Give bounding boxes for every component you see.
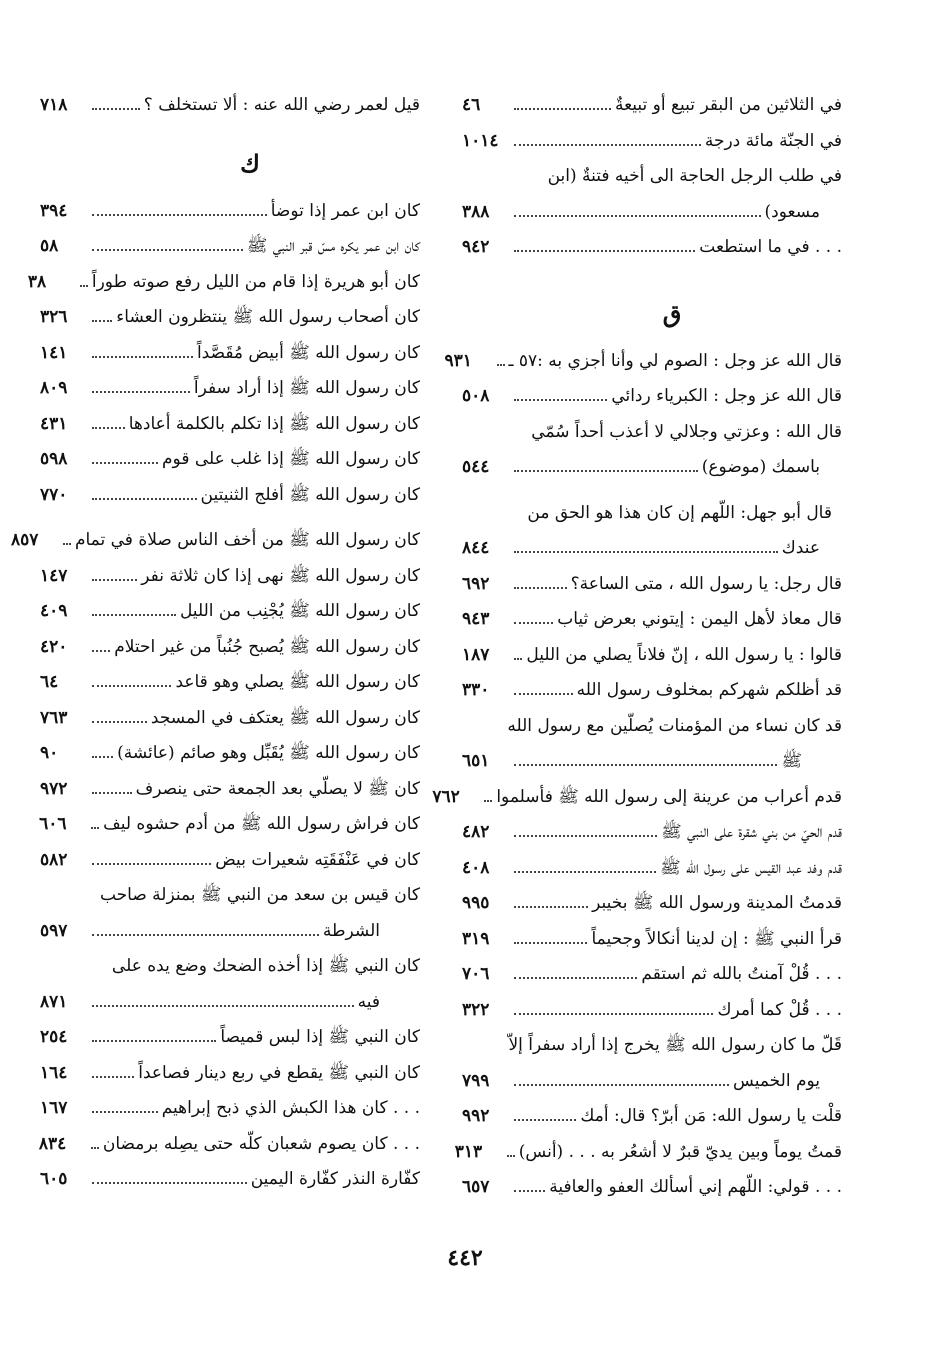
entry-page: ٣٢٦ — [40, 307, 68, 327]
entry-text: . . . قُلْ كما أمرك — [717, 999, 842, 1020]
index-entry — [40, 194, 420, 230]
entry-text: كان أبو هريرة إذا قام من الليل رفع صوته طوراً — [91, 271, 420, 292]
entry-page: ٩٤٣ — [462, 609, 490, 629]
index-entry — [27, 265, 420, 301]
index-entry — [40, 229, 420, 265]
entry-text: قال رجل: يا رسول الله ، متى الساعة؟ — [570, 573, 842, 594]
dot-leader — [92, 249, 243, 251]
dot-leader — [514, 399, 607, 401]
entry-text: . . . قُلْ آمنتُ بالله ثم استقم — [641, 964, 842, 984]
entry-text: كان رسول الله ﷺ إذا غلب على قوم — [162, 449, 420, 469]
index-entry — [40, 701, 420, 737]
dot-leader — [514, 108, 611, 110]
index-entry-continued: قد كان نساء من المؤمنات يُصلّين مع رسول الله — [507, 715, 842, 736]
index-entry — [40, 300, 420, 336]
dot-leader — [63, 543, 71, 545]
index-entry-continued: قال الله : وعزتي وجلالي لا أعذب أحداً سُمّي — [531, 421, 842, 442]
dot-leader — [497, 364, 505, 366]
entry-text: كان فراش رسول الله ﷺ من أدم حشوه ليف — [103, 814, 420, 834]
entry-text: . . . قولي: اللّهم إني أسألك العفو والعافية — [549, 1177, 842, 1197]
entry-text: قيل لعمر رضي الله عنه : ألا تستخلف ؟ — [143, 95, 420, 115]
entry-text: كان ابن عمر إذا توضأ — [270, 200, 420, 221]
entry-page: ٦٠٦ — [39, 814, 67, 834]
index-entry — [462, 673, 842, 709]
entry-text: الشرطة — [322, 920, 380, 941]
dot-leader — [92, 792, 132, 794]
entry-text: يوم الخميس — [733, 1070, 820, 1091]
entry-text: كان النبي ﷺ إذا لبس قميصاً — [220, 1027, 420, 1047]
entry-text: . . . كان يصوم شعبان كلّه حتى يصِله برمضان — [102, 1133, 420, 1154]
entry-page: ٦٥٧ — [462, 1177, 490, 1197]
entry-text: كان رسول الله ﷺ يُصبح جُنُباً من غير احتلام — [114, 636, 420, 657]
entry-page: ٣٨ — [27, 271, 47, 292]
dot-leader — [514, 693, 573, 695]
entry-page: ٣٣٠ — [462, 680, 490, 700]
dot-leader — [514, 906, 588, 908]
index-entry — [462, 379, 842, 415]
dot-leader — [514, 942, 587, 944]
index-entry — [40, 1056, 420, 1092]
entry-text: في الثلاثين من البقر تبيع أو تبيعةٌ — [614, 95, 842, 115]
entry-text: كان ابن عمر يكره مسّ قبر النبي ﷺ — [246, 236, 420, 256]
dot-leader — [92, 579, 137, 581]
entry-page: ٤٢٠ — [40, 636, 68, 657]
entry-page: ٤٦ — [462, 95, 481, 115]
index-entry-continued: كان قيس بن سعد من النبي ﷺ بمنزلة صاحب — [99, 885, 420, 905]
entry-text: . . . في ما استطعت — [699, 237, 842, 257]
index-entry — [40, 914, 420, 950]
entry-text: كان رسول الله ﷺ يُقَبِّل وهو صائم (عائشة) — [117, 743, 420, 763]
entry-text: كان رسول الله ﷺ يصلي وهو قاعد — [175, 672, 420, 692]
entry-page: ٦٤ — [40, 672, 59, 692]
dot-leader — [92, 1111, 158, 1113]
index-entry — [462, 602, 842, 638]
entry-text: عندك — [781, 538, 820, 558]
entry-page: ٥٠٨ — [462, 386, 490, 406]
index-entry — [40, 1162, 420, 1198]
dot-leader — [92, 685, 171, 687]
index-entry — [40, 336, 420, 372]
entry-page: ٩٩٢ — [462, 1106, 490, 1126]
index-entry — [462, 531, 842, 567]
entry-text: قدم الحيّ من بني شقرة على النبي ﷺ — [661, 822, 842, 842]
index-entry — [462, 957, 842, 993]
dot-leader — [92, 650, 110, 652]
entry-text: قدم وفد عبد القيس على رسول الله ﷺ — [660, 857, 842, 878]
index-entry — [40, 1127, 420, 1163]
page-number: ٤٤٢ — [447, 1245, 483, 1271]
index-entry — [40, 807, 420, 843]
entry-text: كفّارة النذر كفّارة اليمين — [250, 1169, 420, 1189]
dot-leader — [91, 1147, 99, 1149]
entry-page: ٧٠٦ — [462, 964, 490, 984]
index-entry — [462, 230, 842, 266]
index-entry-continued: في طلب الرجل الحاجة الى أخيه فتنةٌ (ابن — [547, 166, 842, 186]
index-entry — [40, 407, 420, 443]
entry-page: ٣١٩ — [462, 928, 490, 949]
dot-leader — [514, 835, 657, 837]
entry-page: ٧٦٣ — [40, 707, 68, 728]
entry-page: ٢٥٤ — [40, 1027, 68, 1047]
entry-page: ٣٩٤ — [40, 200, 68, 221]
index-entry — [40, 630, 420, 666]
entry-text: مسعود) — [764, 201, 820, 222]
entry-page: ٣٢٢ — [462, 999, 490, 1020]
entry-page: ٣٨٨ — [462, 201, 490, 222]
entry-text: في الجنّة مائة درجة — [704, 130, 842, 151]
index-entry — [462, 886, 842, 922]
index-entry — [462, 815, 842, 851]
entry-page: ٤٨٢ — [462, 822, 490, 842]
index-entry-continued: كان النبي ﷺ إذا أخذه الضحك وضع يده على — [111, 956, 420, 976]
index-entry — [40, 843, 420, 879]
entry-text: كان رسول الله ﷺ نهى إذا كان ثلاثة نفر — [141, 565, 420, 586]
dot-leader — [92, 214, 267, 216]
dot-leader — [92, 756, 113, 758]
index-column-left — [10, 88, 420, 1198]
index-entry — [40, 559, 420, 595]
entry-text: قال معاذ لأهل اليمن : إيتوني بعرض ثياب — [557, 609, 842, 629]
entry-text: كان النبي ﷺ يقطع في ربع دينار فصاعداً — [138, 1062, 420, 1083]
entry-text: قال الله عز وجل : الكبرياء ردائي — [611, 386, 842, 406]
dot-leader — [91, 827, 99, 829]
letter-heading-kaf: ك — [240, 148, 260, 178]
dot-leader — [514, 215, 761, 217]
index-entry — [432, 780, 842, 816]
index-entry — [462, 567, 842, 603]
index-entry — [462, 851, 842, 887]
dot-leader — [80, 285, 88, 287]
entry-page: ٥٤٤ — [462, 457, 490, 477]
dot-leader — [92, 391, 190, 393]
entry-text: قالوا : يا رسول الله ، إنّ فلاناً يصلي من الليل — [526, 644, 842, 665]
entry-page: ١٠١٤ — [462, 130, 499, 151]
index-entry — [462, 124, 842, 160]
entry-text: كان رسول الله ﷺ من أخف الناس صلاة في تمام — [74, 530, 420, 550]
dot-leader — [507, 1155, 515, 1157]
entry-page: ٥٩٨ — [40, 449, 68, 469]
dot-leader — [92, 108, 140, 110]
dot-leader — [514, 551, 778, 553]
index-entry — [40, 772, 420, 808]
entry-text: قال الله عز وجل : الصوم لي وأنا أجزي به :٥٧ ـ — [508, 350, 842, 371]
entry-text: باسمك (موضوع) — [701, 457, 820, 477]
index-entry — [462, 638, 842, 674]
entry-text: كان رسول الله ﷺ أبيض مُقَصَّداً — [196, 342, 420, 363]
index-entry — [40, 1091, 420, 1127]
index-entry — [40, 736, 420, 772]
entry-page: ٧٩٩ — [462, 1070, 490, 1091]
entry-text: قرأ النبي ﷺ : إن لدينا أنكالاً وجحيماً — [591, 928, 842, 949]
entry-page: ٥٩٧ — [40, 920, 68, 941]
entry-text: كان في عَنْفَقَتِه شعيرات بيض — [215, 849, 420, 870]
index-entry — [40, 371, 420, 407]
entry-text: كان رسول الله ﷺ يُجْنِب من الليل — [179, 601, 420, 621]
entry-text: ﷺ — [781, 751, 802, 771]
entry-text: . . . كان هذا الكبش الذي ذبح إبراهيم — [161, 1098, 420, 1118]
entry-text: كان رسول الله ﷺ إذا أراد سفراً — [193, 378, 420, 398]
dot-leader — [92, 356, 193, 358]
index-entry — [40, 985, 420, 1021]
dot-leader — [92, 721, 147, 723]
entry-page: ٨٣٤ — [38, 1133, 67, 1154]
index-column-right — [432, 88, 842, 1206]
entry-page: ٨٠٩ — [40, 378, 68, 398]
dot-leader — [514, 1013, 713, 1015]
dot-leader — [92, 863, 211, 865]
dot-leader — [92, 498, 197, 500]
entry-page: ٧٧٠ — [40, 484, 68, 505]
entry-text: قمتُ يوماً وبين يديّ قبرٌ لا أشعُر به . . . (أنس) — [518, 1141, 842, 1162]
index-entry — [462, 744, 842, 780]
dot-leader — [514, 1084, 729, 1086]
index-entry — [10, 523, 420, 559]
dot-leader — [92, 1040, 216, 1042]
entry-page: ١٦٤ — [40, 1062, 68, 1083]
index-entry — [462, 1099, 842, 1135]
dot-leader — [92, 427, 125, 429]
dot-leader — [92, 1182, 247, 1184]
entry-page: ٩٠ — [40, 743, 59, 763]
index-entry — [462, 1064, 842, 1100]
entry-page: ١٦٧ — [40, 1098, 68, 1118]
dot-leader — [514, 622, 553, 624]
entry-page: ٣١٣ — [454, 1141, 483, 1162]
entry-text: قدمتُ المدينة ورسول الله ﷺ بخيبر — [592, 893, 842, 913]
dot-leader — [92, 462, 158, 464]
entry-page: ٧٦٢ — [432, 786, 460, 807]
entry-page: ٩٩٥ — [462, 893, 490, 913]
index-entry — [454, 1135, 842, 1171]
dot-leader — [92, 1005, 354, 1007]
entry-page: ٨٤٤ — [462, 538, 490, 558]
dot-leader — [514, 1190, 545, 1192]
entry-page: ٥٨ — [40, 236, 59, 256]
index-entry — [462, 195, 842, 231]
entry-page: ٨٧١ — [40, 991, 68, 1012]
dot-leader — [92, 614, 176, 616]
entry-text: فيه — [357, 991, 380, 1012]
index-entry — [462, 922, 842, 958]
index-entry — [462, 993, 842, 1029]
entry-page: ٦٩٢ — [462, 573, 490, 594]
dot-leader — [484, 800, 492, 802]
entry-page: ١٨٧ — [462, 644, 490, 665]
dot-leader — [514, 977, 637, 979]
dot-leader — [514, 658, 522, 660]
entry-text: كان رسول الله ﷺ يعتكف في المسجد — [150, 707, 420, 728]
index-entry-continued: قال أبو جهل: اللّهم إن كان هذا هو الحق من — [527, 502, 832, 523]
entry-text: كان أصحاب رسول الله ﷺ ينتظرون العشاء — [116, 307, 420, 327]
entry-page: ٤٣١ — [40, 413, 68, 434]
dot-leader — [514, 250, 695, 252]
entry-page: ٤٠٩ — [40, 601, 68, 621]
index-entry — [444, 344, 842, 380]
entry-page: ٧١٨ — [40, 95, 68, 115]
dot-leader — [514, 1119, 576, 1121]
entry-page: ٦٥١ — [462, 751, 490, 771]
index-entry — [40, 594, 420, 630]
index-entry — [40, 442, 420, 478]
entry-page: ٩٤٢ — [462, 237, 490, 257]
dot-leader — [92, 934, 319, 936]
dot-leader — [514, 764, 777, 766]
entry-text: كان رسول الله ﷺ إذا تكلم بالكلمة أعادها — [128, 413, 420, 434]
dot-leader — [92, 320, 112, 322]
dot-leader — [514, 470, 698, 472]
entry-text: كان رسول الله ﷺ أفلج الثنيتين — [200, 484, 420, 505]
entry-text: قلْت يا رسول الله: مَن أبرّ؟ قال: أمك — [580, 1106, 842, 1126]
entry-text: قدم أعراب من عرينة إلى رسول الله ﷺ فأسلموا — [496, 786, 842, 807]
index-entry-continued: قَلّ ما كان رسول الله ﷺ يخرج إذا أراد سفراً إلاّ — [508, 1035, 842, 1055]
entry-page: ٦٠٥ — [40, 1169, 68, 1189]
entry-page: ٩٣١ — [444, 350, 472, 371]
entry-page: ٤٠٨ — [462, 857, 490, 878]
dot-leader — [514, 871, 656, 873]
dot-leader — [514, 587, 567, 589]
entry-page: ١٤٧ — [40, 565, 68, 586]
index-entry — [462, 88, 842, 124]
index-entry — [40, 1020, 420, 1056]
entry-page: ٨٥٧ — [10, 530, 39, 550]
index-entry — [40, 478, 420, 514]
dot-leader — [514, 144, 701, 146]
dot-leader — [92, 1076, 134, 1078]
entry-text: قد أظلكم شهركم بمخلوف رسول الله — [576, 680, 842, 700]
index-entry — [462, 1170, 842, 1206]
entry-page: ١٤١ — [40, 342, 68, 363]
index-entry — [40, 88, 420, 124]
entry-text: كان ﷺ لا يصلّي بعد الجمعة حتى ينصرف — [135, 778, 420, 799]
entry-page: ٩٧٢ — [40, 778, 68, 799]
letter-heading-qaf: ق — [662, 298, 682, 328]
index-entry — [462, 450, 842, 486]
entry-page: ٥٨٢ — [40, 849, 68, 870]
index-entry — [40, 665, 420, 701]
